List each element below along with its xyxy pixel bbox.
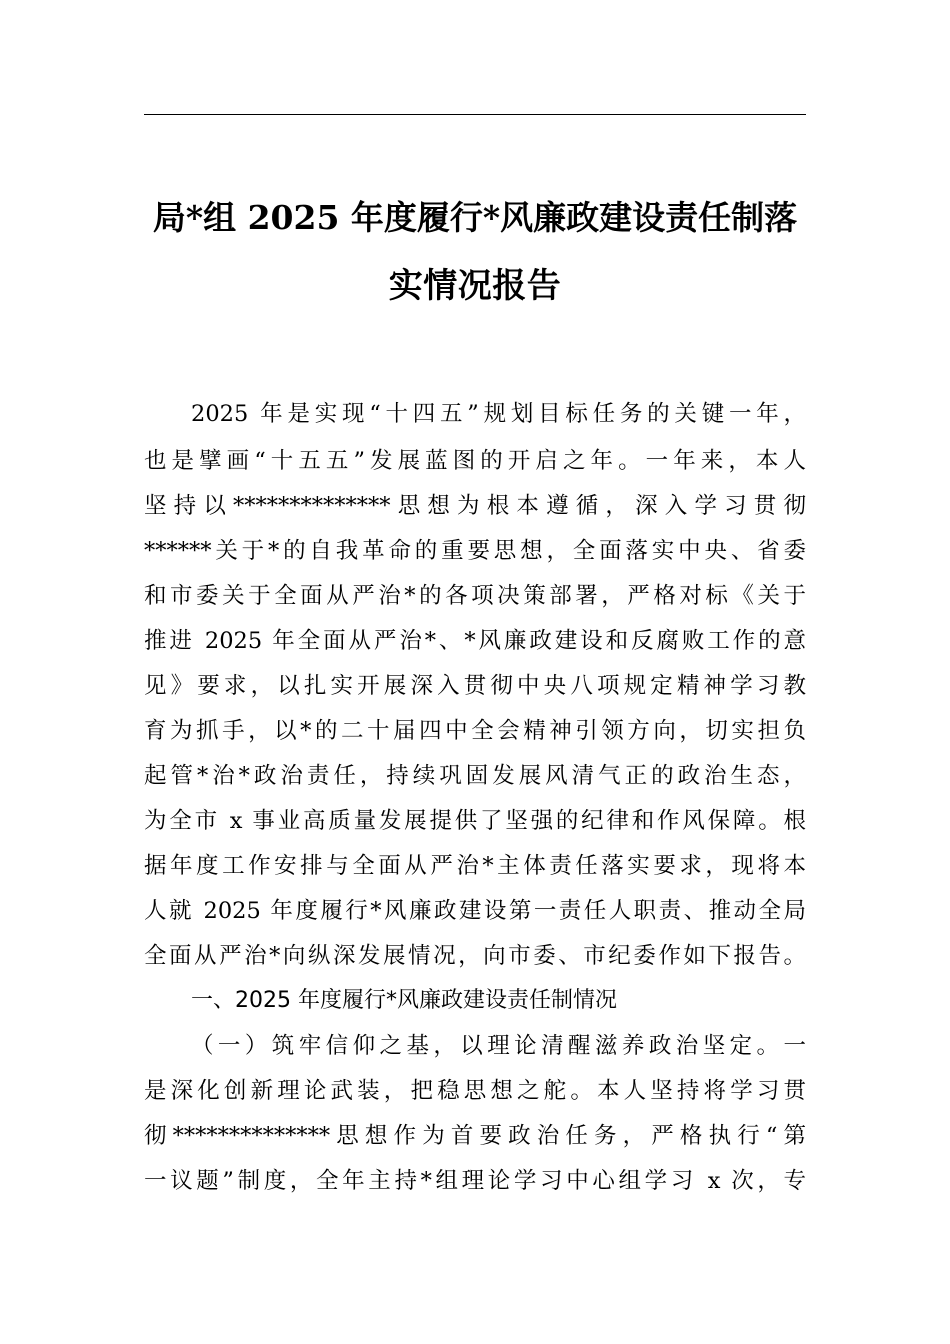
document-title-line-2: 实情况报告 (388, 266, 562, 306)
paragraph-line: （一）筑牢信仰之基，以理论清醒滋养政治坚定。一 (191, 1033, 806, 1059)
paragraph-line: 一议题”制度，全年主持*组理论学习中心组学习 x 次，专 (144, 1168, 806, 1194)
paragraph-line: 育为抓手，以*的二十届四中全会精神引领方向，切实担负 (144, 718, 806, 744)
paragraph-line: 据年度工作安排与全面从严治*主体责任落实要求，现将本 (144, 853, 806, 879)
paragraph-line: ******关于*的自我革命的重要思想，全面落实中央、省委 (144, 538, 806, 564)
section-heading: 一、2025 年度履行*风廉政建设责任制情况 (191, 988, 617, 1013)
paragraph-line: 人就 2025 年度履行*风廉政建设第一责任人职责、推动全局 (144, 898, 806, 924)
paragraph-line: 见》要求，以扎实开展深入贯彻中央八项规定精神学习教 (144, 673, 806, 699)
paragraph-line: 起管*治*政治责任，持续巩固发展风清气正的政治生态， (144, 763, 806, 789)
paragraph-line: 推进 2025 年全面从严治*、*风廉政建设和反腐败工作的意 (144, 628, 806, 654)
paragraph-line: 为全市 x 事业高质量发展提供了坚强的纪律和作风保障。根 (144, 808, 806, 834)
paragraph-line: 全面从严治*向纵深发展情况，向市委、市纪委作如下报告。 (144, 943, 806, 969)
paragraph-line: 2025 年是实现“十四五”规划目标任务的关键一年， (191, 401, 806, 427)
paragraph-line: 和市委关于全面从严治*的各项决策部署，严格对标《关于 (144, 583, 806, 609)
paragraph-line: 是深化创新理论武装，把稳思想之舵。本人坚持将学习贯 (144, 1078, 806, 1104)
paragraph-line: 彻**************思想作为首要政治任务，严格执行“第 (144, 1123, 806, 1149)
paragraph-line: 也是擘画“十五五”发展蓝图的开启之年。一年来，本人 (144, 448, 806, 474)
paragraph-line: 坚持以**************思想为根本遵循，深入学习贯彻 (144, 493, 806, 519)
header-rule (144, 114, 806, 115)
document-title-line-1: 局*组 2025 年度履行*风廉政建设责任制落 (152, 198, 798, 237)
